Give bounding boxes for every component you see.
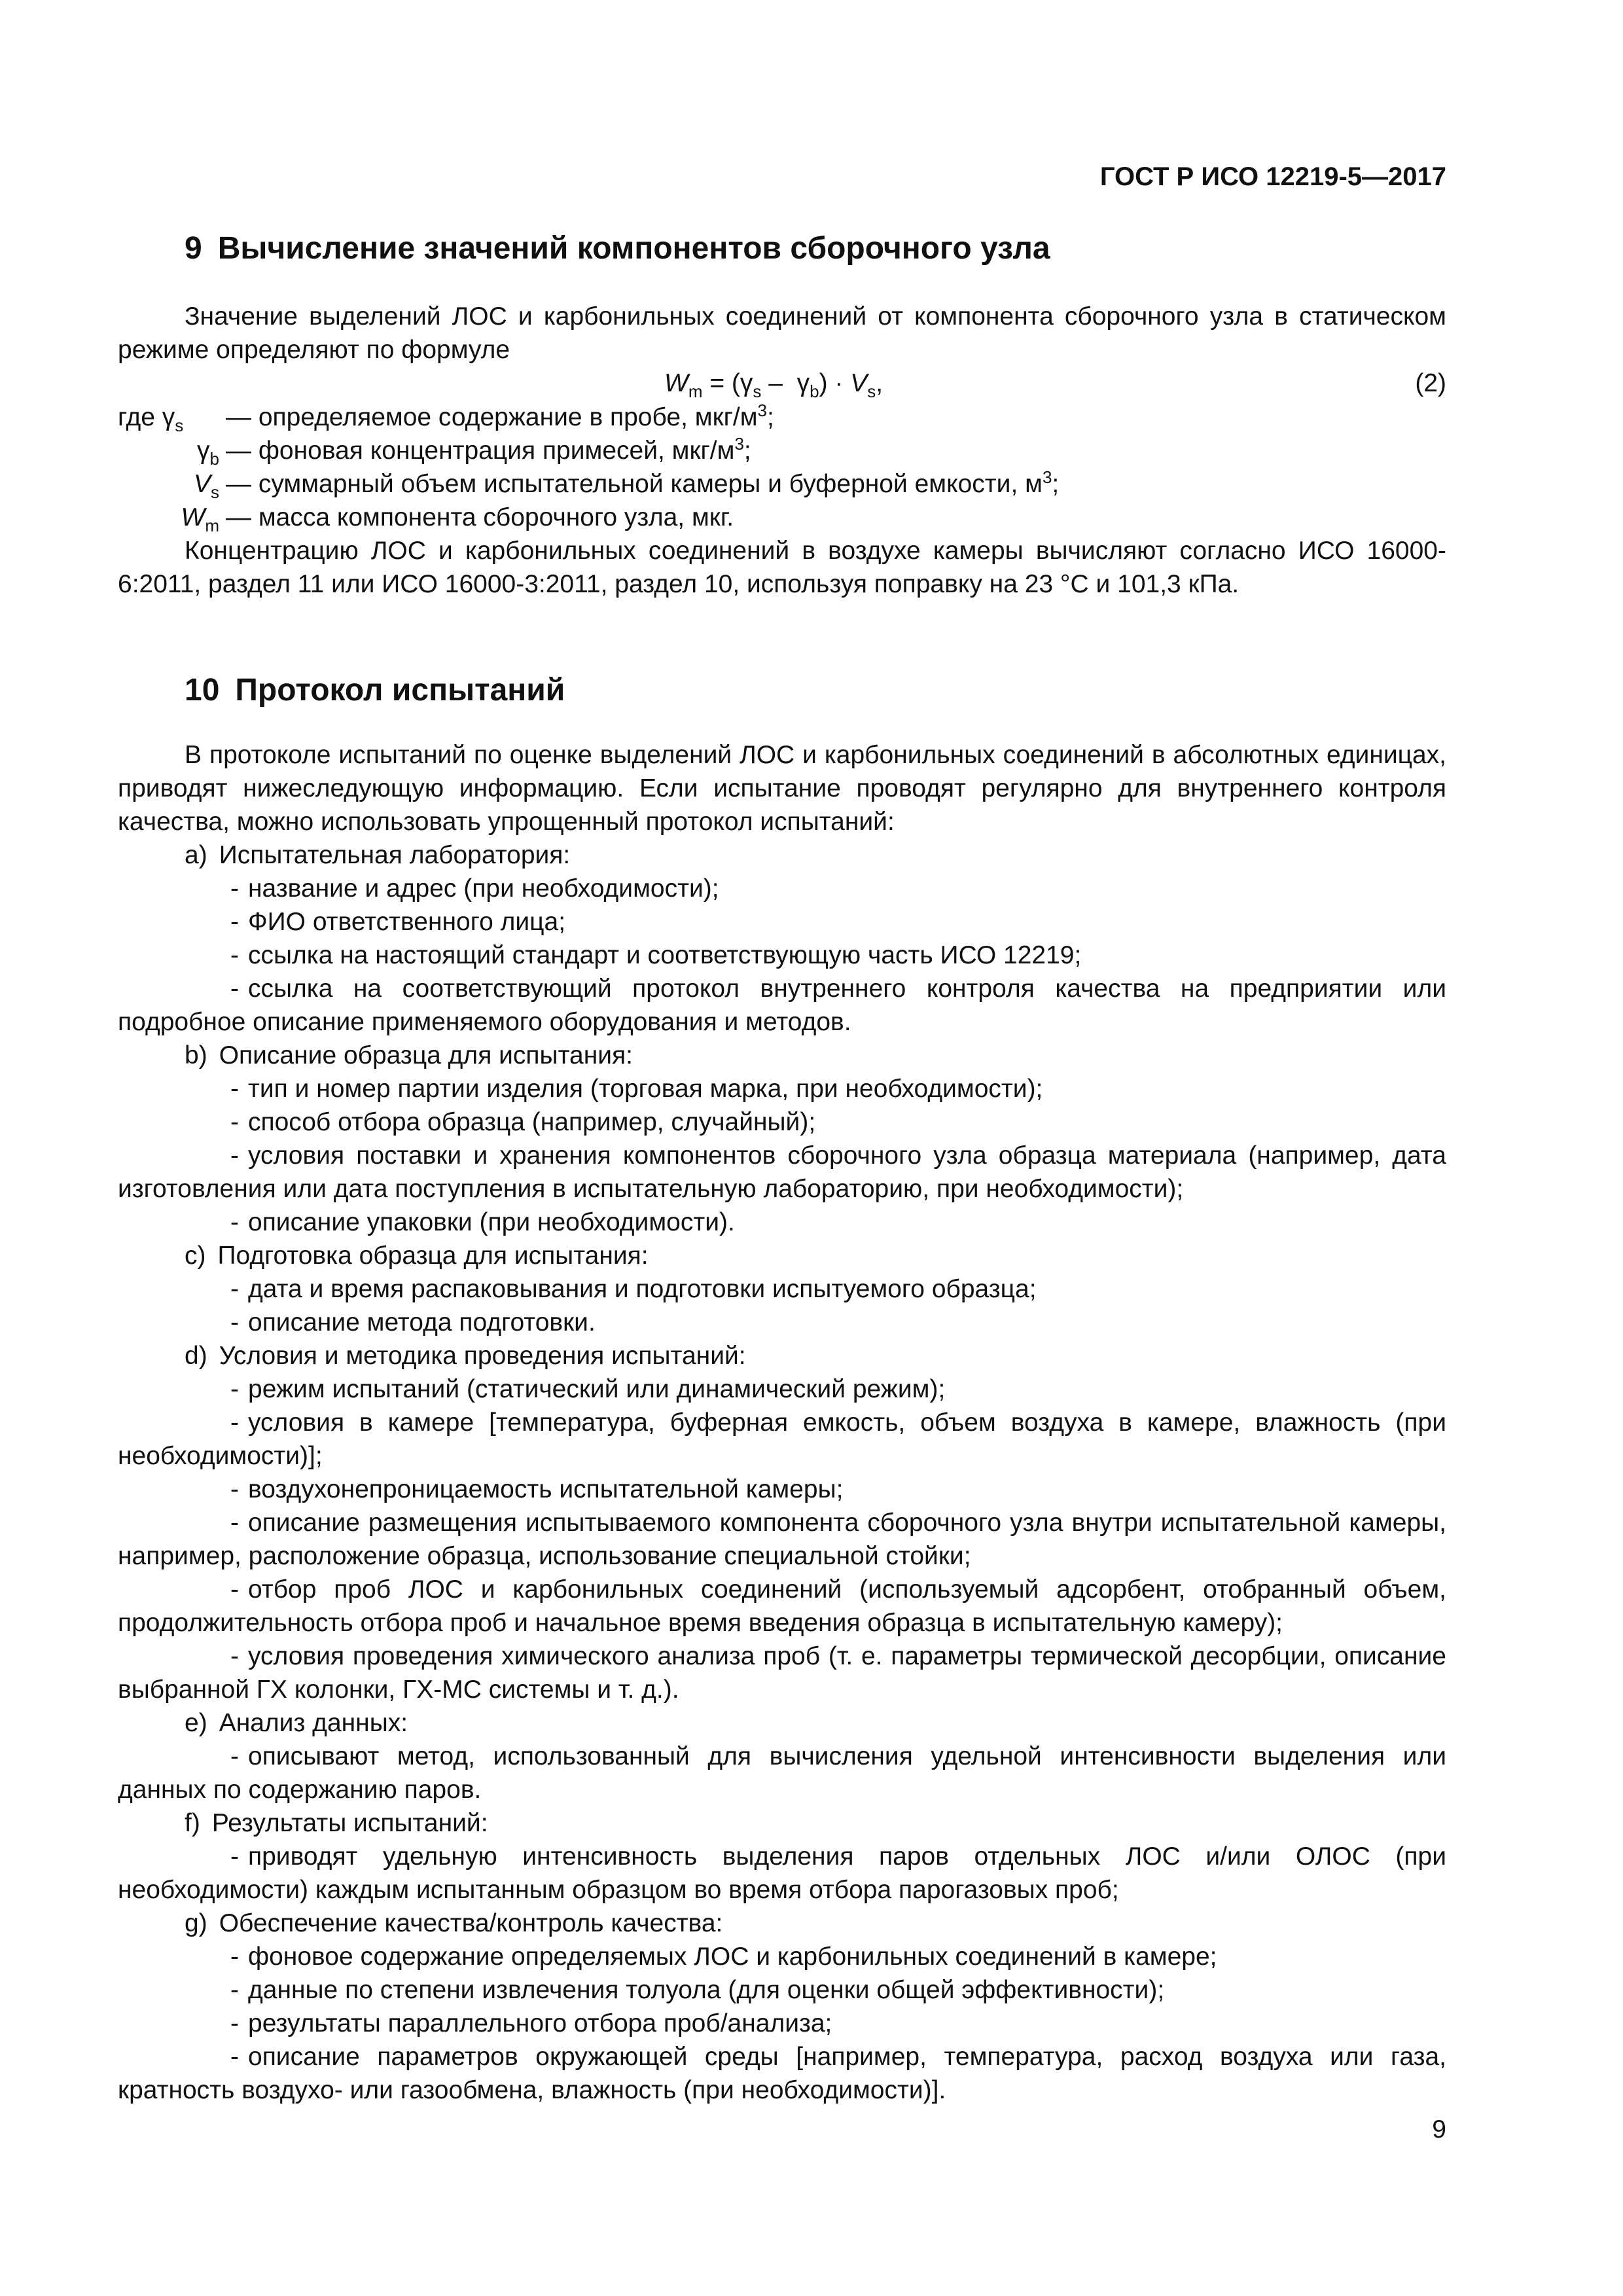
list-item-heading [185, 1039, 1446, 1072]
list-item-title: Описание образца для испытания: [219, 1041, 633, 1069]
list-bullet [118, 1573, 1446, 1640]
list-bullet [118, 1506, 1446, 1573]
section-title: Протокол испытаний [235, 673, 565, 708]
definition-symbol [118, 434, 226, 467]
list-item-title: Испытательная лаборатория: [219, 841, 571, 869]
section-title: Вычисление значений компонентов сборочного узла [217, 231, 1050, 266]
bullet-text: способ отбора образца (например, случайный); [248, 1108, 816, 1136]
bullet-dash: - [230, 1075, 239, 1103]
list-bullet [118, 2007, 1446, 2040]
list-item-label: b) [185, 1041, 207, 1069]
section-9-heading [185, 229, 1050, 268]
formula-expression: $W_m = (\gamma_s - \gamma_b) \cdot V_s$, [664, 369, 883, 401]
list-bullet [118, 1473, 1446, 1506]
definition-body: — масса компонента сборочного узла, мкг. [226, 503, 734, 531]
paragraph: Концентрацию ЛОС и карбонильных соединений в воздухе камеры вычисляют согласно ИСО 16000-6:2011, раздел 11 или ИСО 16000-3:2011, раздел 10, используя поправку на 23 °С и 101,3 кПа. [118, 537, 1446, 598]
list-item-label: a) [185, 841, 207, 869]
unit-superscript: 3 [757, 401, 767, 420]
definition-symbol [118, 501, 226, 534]
bullet-text: условия поставки и хранения компонентов сборочного узла образца материала (например, дата изготовления или дата поступления в испытательную лабораторию, при необходимости); [118, 1141, 1446, 1203]
list-bullet [118, 1840, 1446, 1907]
bullet-text: описание параметров окружающей среды [например, температура, расход воздуха или газа, кратность воздухо- или газообмена, влажность (при необходимости)]. [118, 2043, 1446, 2104]
bullet-text: условия проведения химического анализа проб (т. е. параметры термической десорбции, описание выбранной ГХ колонки, ГХ-МС системы и т. д.). [118, 1642, 1446, 1704]
bullet-dash: - [230, 1642, 239, 1670]
list-item-label: e) [185, 1709, 207, 1737]
bullet-text: дата и время распаковывания и подготовки испытуемого образца; [248, 1275, 1037, 1303]
bullet-text: описание упаковки (при необходимости). [248, 1208, 735, 1236]
protocol-list [118, 838, 1446, 2107]
list-bullet [118, 1272, 1446, 1306]
bullet-text: данные по степени извлечения толуола (для оценки общей эффективности); [248, 1976, 1165, 2004]
symbol: γ [197, 437, 210, 465]
section-10-heading [185, 671, 565, 710]
list-bullet [118, 1740, 1446, 1806]
symbol: γ [162, 403, 175, 431]
section-9-body [118, 300, 1446, 601]
list-item-label: f) [185, 1809, 200, 1837]
definition-symbol [118, 401, 226, 434]
bullet-dash: - [230, 1141, 239, 1170]
list-item-title: Анализ данных: [219, 1709, 408, 1737]
bullet-dash: - [230, 975, 239, 1003]
document-code-header: ГОСТ Р ИСО 12219-5—2017 [1099, 162, 1446, 191]
symbol: W [181, 503, 205, 531]
list-bullet [118, 1105, 1446, 1139]
list-bullet [118, 972, 1446, 1039]
definition-punctuation: ; [1052, 470, 1060, 498]
list-item-title: Подготовка образца для испытания: [217, 1242, 649, 1270]
bullet-dash: - [230, 1308, 239, 1336]
symbol-subscript: s [211, 482, 219, 502]
definition-body: — суммарный объем испытательной камеры и буферной емкости, м [226, 470, 1043, 498]
page-number: 9 [1432, 2115, 1446, 2144]
list-bullet [118, 1973, 1446, 2007]
paragraph: В протоколе испытаний по оценке выделений ЛОС и карбонильных соединений в абсолютных единицах, приводят нижеследующую информацию. Если испытание проводят регулярно для внутреннего контроля качества, можно использовать упрощенный протокол испытаний: [118, 741, 1446, 836]
bullet-text: описание метода подготовки. [248, 1308, 596, 1336]
bullet-dash: - [230, 1108, 239, 1136]
bullet-text: отбор проб ЛОС и карбонильных соединений (используемый адсорбент, отобранный объем, продолжительность отбора проб и начальное время введения образца в испытательную камеру); [118, 1575, 1446, 1637]
definition-body: — определяемое содержание в пробе, мкг/м [226, 403, 758, 431]
bullet-dash: - [230, 1275, 239, 1303]
bullet-text: результаты параллельного отбора проб/анализа; [248, 2009, 832, 2037]
bullet-dash: - [230, 2009, 239, 2037]
list-item-heading [185, 1806, 1446, 1840]
definition-text [226, 434, 751, 467]
formula-number: (2) [1415, 369, 1446, 397]
bullet-text: режим испытаний (статический или динамический режим); [248, 1375, 946, 1403]
list-item-heading [185, 1239, 1446, 1272]
list-bullet [118, 2040, 1446, 2107]
bullet-dash: - [230, 1208, 239, 1236]
bullet-text: ссылка на соответствующий протокол внутреннего контроля качества на предприятии или подробное описание применяемого оборудования и методов. [118, 975, 1446, 1036]
list-item-title: Обеспечение качества/контроль качества: [219, 1909, 723, 1937]
bullet-dash: - [230, 2043, 239, 2071]
bullet-text: воздухонепроницаемость испытательной камеры; [248, 1475, 844, 1503]
definition-text [226, 467, 1059, 501]
list-bullet [118, 1072, 1446, 1105]
definition-text [226, 501, 734, 534]
symbol-subscript: s [175, 415, 184, 435]
list-bullet [118, 1640, 1446, 1706]
definition-text [226, 401, 774, 434]
section-10-body [118, 738, 1446, 2107]
list-item-heading [185, 1907, 1446, 1940]
list-bullet [118, 1206, 1446, 1239]
list-item-label: c) [185, 1242, 206, 1270]
bullet-dash: - [230, 1742, 239, 1770]
symbol-subscript: m [205, 515, 219, 535]
list-item-label: d) [185, 1342, 207, 1370]
bullet-text: приводят удельную интенсивность выделения паров отдельных ЛОС и/или ОЛОС (при необходимости) каждым испытанным образцом во время отбора парогазовых проб; [118, 1842, 1446, 1904]
unit-superscript: 3 [734, 434, 744, 454]
symbol: V [193, 470, 211, 498]
definition-prefix: где [118, 403, 155, 431]
bullet-dash: - [230, 1375, 239, 1403]
list-bullet [118, 939, 1446, 972]
definition-punctuation: ; [766, 403, 774, 431]
list-item-heading [185, 838, 1446, 872]
list-bullet [118, 1139, 1446, 1206]
bullet-dash: - [230, 1943, 239, 1971]
unit-superscript: 3 [1042, 467, 1052, 487]
bullet-dash: - [230, 1842, 239, 1871]
bullet-text: тип и номер партии изделия (торговая марка, при необходимости); [248, 1075, 1043, 1103]
bullet-dash: - [230, 1575, 239, 1604]
bullet-dash: - [230, 874, 239, 903]
bullet-dash: - [230, 1509, 239, 1537]
formula-definitions [118, 401, 1446, 534]
list-item-heading [185, 1706, 1446, 1740]
list-item-title: Результаты испытаний: [211, 1809, 488, 1837]
section-number: 9 [185, 231, 202, 266]
bullet-text: описание размещения испытываемого компонента сборочного узла внутри испытательной камеры, например, расположение образца, использование специальной стойки; [118, 1509, 1446, 1570]
definition-symbol [118, 467, 226, 501]
bullet-text: условия в камере [температура, буферная емкость, объем воздуха в камере, влажность (при необходимости)]; [118, 1408, 1446, 1470]
bullet-text: фоновое содержание определяемых ЛОС и карбонильных соединений в камере; [248, 1943, 1217, 1971]
bullet-dash: - [230, 1408, 239, 1437]
bullet-text: описывают метод, использованный для вычисления удельной интенсивности выделения или данных по содержанию паров. [118, 1742, 1446, 1804]
bullet-text: название и адрес (при необходимости); [248, 874, 719, 903]
list-bullet [118, 1406, 1446, 1473]
bullet-text: ссылка на настоящий стандарт и соответствующую часть ИСО 12219; [248, 941, 1082, 969]
formula [118, 367, 1446, 401]
definition-row [118, 401, 1446, 434]
bullet-dash: - [230, 908, 239, 936]
list-bullet [118, 905, 1446, 939]
bullet-text: ФИО ответственного лица; [248, 908, 566, 936]
symbol-subscript: b [209, 448, 219, 469]
bullet-dash: - [230, 941, 239, 969]
paragraph: Значение выделений ЛОС и карбонильных соединений от компонента сборочного узла в статическом режиме определяют по формуле [118, 302, 1446, 364]
list-bullet [118, 1372, 1446, 1406]
definition-body: — фоновая концентрация примесей, мкг/м [226, 437, 735, 465]
list-bullet [118, 1306, 1446, 1339]
list-item-title: Условия и методика проведения испытаний: [219, 1342, 746, 1370]
bullet-dash: - [230, 1976, 239, 2004]
list-bullet [118, 872, 1446, 905]
definition-row [118, 501, 1446, 534]
bullet-dash: - [230, 1475, 239, 1503]
list-item-label: g) [185, 1909, 207, 1937]
definition-row [118, 467, 1446, 501]
list-bullet [118, 1940, 1446, 1973]
definition-punctuation: ; [743, 437, 751, 465]
definition-row [118, 434, 1446, 467]
section-number: 10 [185, 673, 220, 708]
list-item-heading [185, 1339, 1446, 1372]
